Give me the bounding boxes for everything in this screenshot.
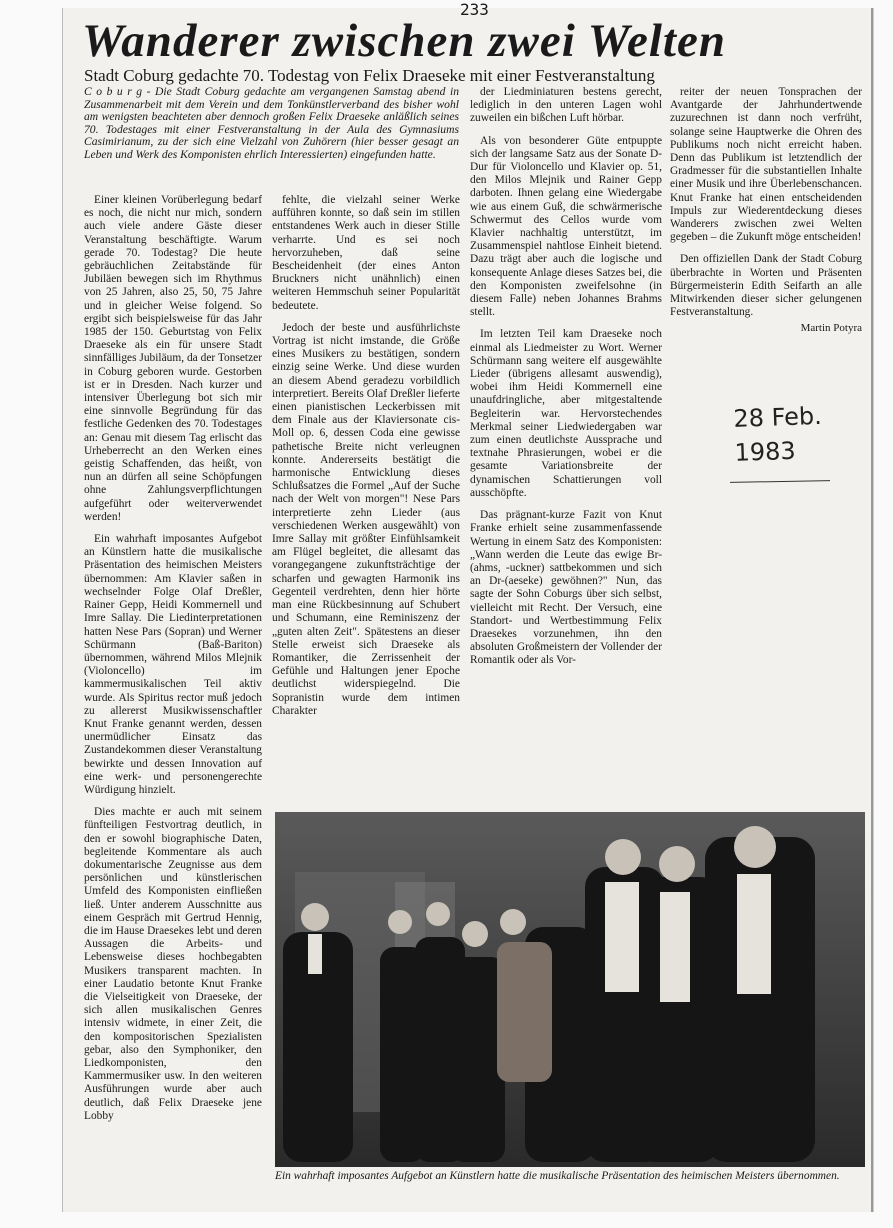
paragraph: fehlte, die vielzahl seiner Werke aufführen konnte, so daß sein im stillen entstandenes Werk auch in dieser Stille verharrte. Und es sei noch hervorzuheben, daß seine Bescheidenheit (der eines Anton Bruckners nicht unähnlich) einen weiteren Hemmschuh seiner Popularität bedeutete. xyxy=(272,194,460,312)
paragraph: Im letzten Teil kam Draeseke noch einmal als Liedmeister zu Wort. Werner Schürmann sang weitere elf ausgewählte Lieder (übrigens allesamt auswendig), wobei ihm Heidi Kommernell eine unaufdringliche, aber mitgestaltende Begleiterin war. Hervorstechendes Merkmal seiner Liedwiedergaben war zum einen deutlichste Aussprache und textnahe Phrasierungen, wobei er die gesamte Variationsbreite der dynamischen Schattierungen voll ausschöpfte. xyxy=(470,328,662,499)
paragraph: reiter der neuen Tonsprachen der Avantgarde der Jahrhundertwende zuzurechnen ist dann noch verfrüht, solange seine Hauptwerke die Ohren des Publikums noch nicht erreicht haben. Denn das Publikum ist letztendlich der Gradmesser für die substantiellen Inhalte einer Musik und ihre Überlebenschancen. Knut Franke hat einen entscheidenden Impuls zur Wiederentdeckung dieses Wanderers zwischen zwei Welten gegeben – die Zukunft möge entscheiden! xyxy=(670,86,862,244)
group-photo xyxy=(275,812,865,1167)
subheadline: Stadt Coburg gedachte 70. Todestag von Felix Draeseke mit einer Festveranstaltung xyxy=(84,66,655,85)
handwritten-date xyxy=(733,398,845,470)
article-column-4 xyxy=(670,86,862,336)
paragraph: Als von besonderer Güte entpuppte sich der langsame Satz aus der Sonate D-Dur für Violoncello und Klavier op. 51, den Milos Mlejnik und Rainer Gepp darboten. Ihnen gelang eine Wiedergabe wie aus einem Guß, die schwärmerische Schwermut des Cellos wurde vom Klavier nachhaltig unterstützt, im Zusammenspiel nahtlose Einheit bietend. Dazu trägt aber auch die logische und konsequente Anlage dieses Satzes bei, die den Komponisten zweifelsohne (in diesem Falle) neben Johannes Brahms stellt. xyxy=(470,134,662,319)
article-column-1 xyxy=(84,194,262,1132)
author-byline xyxy=(670,322,862,335)
author-name: Martin Potyra xyxy=(800,322,862,335)
handwritten-date-year: 1983 xyxy=(734,436,797,467)
paragraph: Einer kleinen Vorüberlegung bedarf es noch, die nicht nur mich, sondern auch viele andere Gäste dieser Veranstaltung beschäftigte. Warum gerade 70. Todestag? Die heute gebräuchlichen Zeitabstände für Jubiläen bewegen sich im Rhythmus von 25 Jahren, also 25, 50, 75 Jahre und in gleicher Weise folgend. So ergibt sich beispielsweise für das Jahr 1985 der 150. Geburtstag von Felix Draeseke als ein für unsere Stadt sinnfälliges Jubiläum, da der Tonsetzer in Coburg geboren wurde. Gestorben ist er in Dresden. Nach kurzer und intensiver Überlegung bot sich mir eine sinnvolle Begründung für das festliche Gedenken des 70. Todestages an: Genau mit diesem Tag erlischt das Urheberrecht an den Werken eines geistig Schaffenden, das heißt, von nun an dürfen all seine Schöpfungen ohne Zahlungsverpflichtungen aufgeführt oder weiterverwendet werden! xyxy=(84,194,262,523)
paragraph: der Liedminiaturen bestens gerecht, lediglich in den unteren Lagen wohl zuweilen ein bißchen Luft hörbar. xyxy=(470,86,662,125)
photo-caption: Ein wahrhaft imposantes Aufgebot an Künstlern hatte die musikalische Präsentation des heimischen Meisters übernommen. xyxy=(275,1170,840,1182)
paragraph: Das prägnant-kurze Fazit von Knut Franke erhielt seine zusammenfassende Wertung in einem Satz des Komponisten: „Wann werden die Leute das ewige Br-(ahms, -uckner) sattbekommen und sich an Dr-(aeseke) gewöhnen?" Nun, das sagte der Sohn Coburgs über sich selbst, vielleicht mit Recht. Der Versuch, eine Standort- und Wertbestimmung Felix Draesekes vorzunehmen, ihn den absoluten Großmeistern der Vollender der Romantik oder als Vor- xyxy=(470,509,662,667)
page-number: 233 xyxy=(460,0,489,19)
paragraph: Ein wahrhaft imposantes Aufgebot an Künstlern hatte die musikalische Präsentation des heimischen Meisters übernommen: Am Klavier saßen in wechselnder Folge Olaf Dreßler, Rainer Gepp, Heidi Kommernell und Imre Sallay. Die Liedinterpretationen hatten Nese Pars (Sopran) und Werner Schürmann (Baß-Bariton) übernommen, während Milos Mlejnik (Violoncello) im kammermusikalischen Teil aktiv wurde. Als Spiritus rector muß jedoch zu allererst Musikwissenschaftler Knut Franke genannt werden, dessen unermüdlicher Einsatz das Zustandekommen dieser Veranstaltung bewirkte und dessen Innovation auf eine werk- und personengerechte Würdigung hinzielt. xyxy=(84,533,262,796)
headline: Wanderer zwischen zwei Welten xyxy=(82,15,726,67)
paragraph: Dies machte er auch mit seinem fünfteiligen Festvortrag deutlich, in den er sowohl biographische Daten, begleitende Kommentare als auch dokumentarische Zeugnisse aus dem persönlichen und künstlerischen Umfeld des Komponisten einfließen ließ. Unter anderem Ausschnitte aus einem Gespräch mit Gertrud Hennig, die im Hause Draesekes lebt und deren Aussagen die Arbeits- und Lebensweise dieses hochbegabten Musikers transparent machten. In einer Laudatio betonte Knut Franke die Vielseitigkeit von Draeseke, der sich allen musikalischen Genres intensiv widmete, in einer Zeit, die den kompositorischen Spezialisten gebar, also den Symphoniker, den Liedkomponisten, den Kammermusiker usw. In den weiteren Ausführungen wurde aber auch deutlich, daß Felix Draeseke jene Lobby xyxy=(84,806,262,1122)
article-column-3 xyxy=(470,86,662,677)
paragraph: Den offiziellen Dank der Stadt Coburg überbrachte in Worten und Präsenten Bürgermeisterin Edith Seifarth an alle Mitwirkenden dieser sicher gelungenen Festveranstaltung. xyxy=(670,253,862,319)
group-photo-illustration xyxy=(275,812,865,1167)
lead-paragraph: C o b u r g - Die Stadt Coburg gedachte am vergangenen Samstag abend in Zusammenarbeit mit dem Verein und dem Tonkünstlerverband des bisher wohl am wenigsten beachteten aber dennoch großen Felix Draeseke anläßlich seines 70. Todestages mit einer Festveranstaltung in der Aula des Gymnasiums Casimirianum, zu der sich eine Vielzahl von Zuhörern (hier besser gesagt an Leben und Werk des Komponisten ehrlich Interessierten) eingefunden hatte. xyxy=(84,85,459,161)
handwritten-date-day: 28 Feb. xyxy=(732,401,823,433)
paragraph: Jedoch der beste und ausführlichste Vortrag ist nicht imstande, die Größe eines Musikers zu bestätigen, sondern einzig seine Werke. Und diese wurden an diesem Abend geradezu vorbildlich interpretiert. Bereits Olaf Dreßler lieferte einen pianistischen Leckerbissen mit dem Finale aus der Klaviersonate cis-Moll op. 6, dessen Coda eine gewisse pathetische Breite nicht verleugnen konnte. Andererseits bestätigt die harmonische Entwicklung dieses Schlußsatzes die Formel „Auf der Suche nach der Welt von morgen"! Nese Pars interpretierte zehn Lieder (aus verschiedenen Werken ausgewählt) von Imre Sallay mit größter Einfühlsamkeit am Flügel begleitet, die allesamt das vorangegangene zukunftsträchtige der scharfen und gewagten Harmonik ins Gegenteil verdrehten, denn hier hörte man eine Rückbesinnung auf Schubert und Schumann, eine Reminiszenz der „guten alten Zeit". Spätestens an dieser Stelle erweist sich Draeseke als Romantiker, die Zerrissenheit der Gefühle und Haltungen jener Epoche deutlichst widerspiegelnd. Die Sopranistin wurde dem intimen Charakter xyxy=(272,321,460,717)
article-column-2 xyxy=(272,194,460,727)
